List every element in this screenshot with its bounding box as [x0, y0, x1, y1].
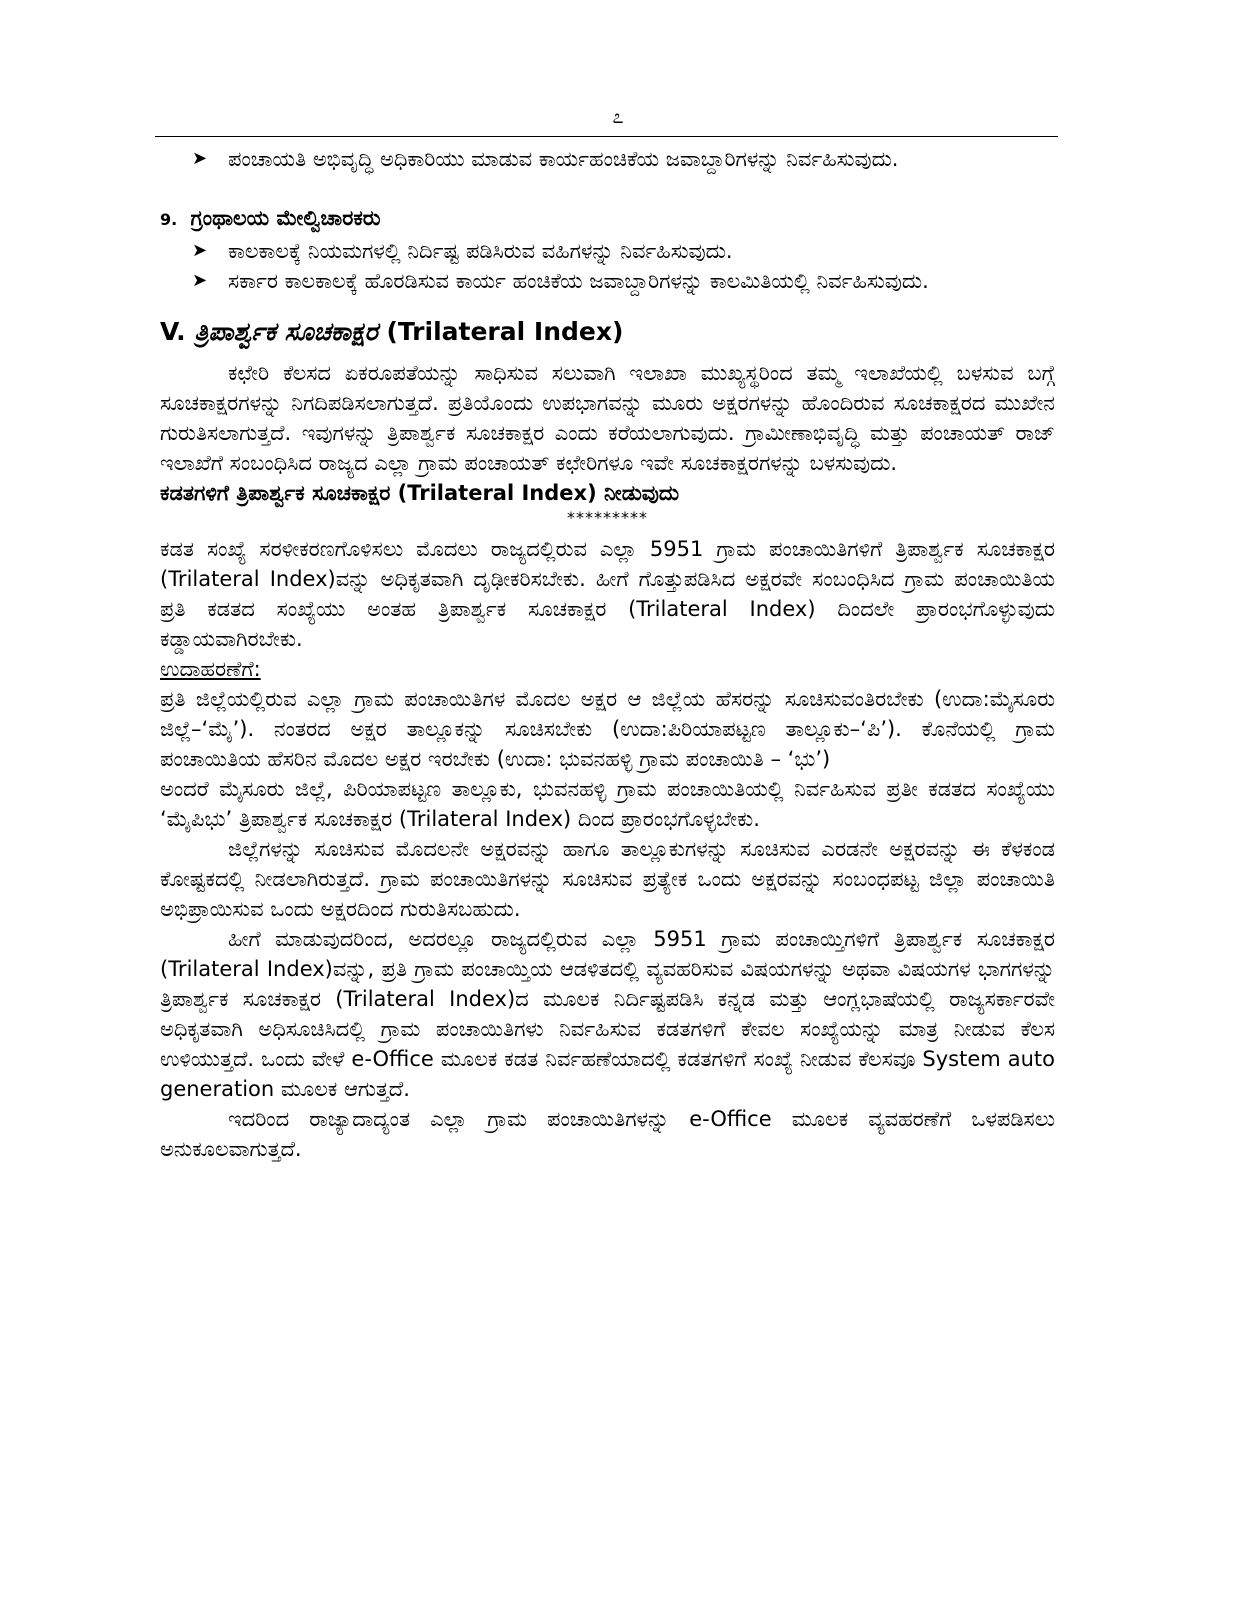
bullet-text: ಪಂಚಾಯತಿ ಅಭಿವೃದ್ಧಿ ಅಧಿಕಾರಿಯು ಮಾಡುವ ಕಾರ್ಯಹಂಚಿಕೆಯ ಜವಾಬ್ದಾರಿಗಳನ್ನು ನಿರ್ವಹಿಸುವುದು. [228, 147, 899, 171]
arrow-bullet-icon: ➤ [192, 240, 208, 261]
paragraph-3: ಅಂದರೆ ಮೈಸೂರು ಜಿಲ್ಲೆ, ಪಿರಿಯಾಪಟ್ಟಣ ತಾಲ್ಲೂಕು, ಭುವನಹಳ್ಳಿ ಗ್ರಾಮ ಪಂಚಾಯಿತಿಯಲ್ಲಿ ನಿರ್ವಹಿಸುವ ಪ್ರತೀ ಕಡತದ ಸಂಖ್ಯೆಯು ‘ಮೈಪಿಭು’ ತ್ರಿಪಾರ್ಶ್ವಕ ಸೂಚಕಾಕ್ಷರ (Trilateral Index) ದಿಂದ ಪ್ರಾರಂಭಗೊಳ್ಳಬೇಕು. [160, 777, 1055, 831]
section-numeral: V. [160, 317, 186, 346]
section-number: 9. [160, 210, 178, 229]
example-label: ಉದಾಹರಣೆಗೆ: [160, 657, 261, 681]
section-9-heading [160, 202, 1055, 236]
page-content [160, 144, 1055, 1164]
paragraph-1: ಕಡತ ಸಂಖ್ಯೆ ಸರಳೀಕರಣಗೊಳಿಸಲು ಮೊದಲು ರಾಜ್ಯದಲ್ಲಿರುವ ಎಲ್ಲಾ 5951 ಗ್ರಾಮ ಪಂಚಾಯಿತಿಗಳಿಗೆ ತ್ರಿಪಾರ್ಶ್ವಕ ಸೂಚಕಾಕ್ಷರ (Trilateral Index)ವನ್ನು ಅಧಿಕೃತವಾಗಿ ದೃಢೀಕರಿಸಬೇಕು. ಹೀಗೆ ಗೊತ್ತುಪಡಿಸಿದ ಅಕ್ಷರವೇ ಸಂಬಂಧಿಸಿದ ಗ್ರಾಮ ಪಂಚಾಯಿತಿಯ ಪ್ರತಿ ಕಡತದ ಸಂಖ್ಯೆಯು ಅಂತಹ ತ್ರಿಪಾರ್ಶ್ವಕ ಸೂಚಕಾಕ್ಷರ (Trilateral Index) ದಿಂದಲೇ ಪ್ರಾರಂಭಗೊಳ್ಳುವುದು ಕಡ್ಡಾಯವಾಗಿರಬೇಕು. [160, 537, 1055, 651]
bullet-item [160, 266, 1055, 296]
section-title: ಗ್ರಂಥಾಲಯ ಮೇಲ್ವಿಚಾರಕರು [190, 206, 381, 230]
arrow-bullet-icon: ➤ [192, 270, 208, 291]
section-title-kannada: ತ್ರಿಪಾರ್ಶ್ವಕ ಸೂಚಕಾಕ್ಷರ [194, 317, 378, 346]
bullet-text: ಸರ್ಕಾರ ಕಾಲಕಾಲಕ್ಕೆ ಹೊರಡಿಸುವ ಕಾರ್ಯ ಹಂಚಿಕೆಯ ಜವಾಬ್ದಾರಿಗಳನ್ನು ಕಾಲಮಿತಿಯಲ್ಲಿ ನಿರ್ವಹಿಸುವುದು. [228, 269, 929, 293]
bullet-item [160, 236, 1055, 266]
section-v-heading [160, 312, 1055, 352]
paragraph-4: ಜಿಲ್ಲೆಗಳನ್ನು ಸೂಚಿಸುವ ಮೊದಲನೇ ಅಕ್ಷರವನ್ನು ಹಾಗೂ ತಾಲ್ಲೂಕುಗಳನ್ನು ಸೂಚಿಸುವ ಎರಡನೇ ಅಕ್ಷರವನ್ನು ಈ ಕೆಳಕಂಡ ಕೋಷ್ಟಕದಲ್ಲಿ ನೀಡಲಾಗಿರುತ್ತದೆ. ಗ್ರಾಮ ಪಂಚಾಯಿತಿಗಳನ್ನು ಸೂಚಿಸುವ ಪ್ರತ್ಯೇಕ ಒಂದು ಅಕ್ಷರವನ್ನು ಸಂಬಂಧಪಟ್ಟ ಜಿಲ್ಲಾ ಪಂಚಾಯಿತಿ ಅಭಿಪ್ರಾಯಿಸುವ ಒಂದು ಅಕ್ಷರದಿಂದ ಗುರುತಿಸಬಹುದು. [160, 837, 1055, 921]
intro-paragraph: ಕಛೇರಿ ಕೆಲಸದ ಏಕರೂಪತೆಯನ್ನು ಸಾಧಿಸುವ ಸಲುವಾಗಿ ಇಲಾಖಾ ಮುಖ್ಯಸ್ಥರಿಂದ ತಮ್ಮ ಇಲಾಖೆಯಲ್ಲಿ ಬಳಸುವ ಬಗ್ಗೆ ಸೂಚಕಾಕ್ಷರಗಳನ್ನು ನಿಗದಿಪಡಿಸಲಾಗುತ್ತದೆ. ಪ್ರತಿಯೊಂದು ಉಪಭಾಗವನ್ನು ಮೂರು ಅಕ್ಷರಗಳನ್ನು ಹೊಂದಿರುವ ಸೂಚಕಾಕ್ಷರದ ಮುಖೇನ ಗುರುತಿಸಲಾಗುತ್ತದೆ. ಇವುಗಳನ್ನು ತ್ರಿಪಾರ್ಶ್ವಕ ಸೂಚಕಾಕ್ಷರ ಎಂದು ಕರೆಯಲಾಗುವುದು. ಗ್ರಾಮೀಣಾಭಿವೃದ್ಧಿ ಮತ್ತು ಪಂಚಾಯತ್ ರಾಜ್ ಇಲಾಖೆಗೆ ಸಂಬಂಧಿಸಿದ ರಾಜ್ಯದ ಎಲ್ಲಾ ಗ್ರಾಮ ಪಂಚಾಯತ್ ಕಛೇರಿಗಳೂ ಇವೇ ಸೂಚಕಾಕ್ಷರಗಳನ್ನು ಬಳಸುವುದು. [160, 361, 1055, 475]
arrow-bullet-icon: ➤ [192, 148, 208, 169]
bullet-item [160, 144, 1055, 174]
paragraph-2: ಪ್ರತಿ ಜಿಲ್ಲೆಯಲ್ಲಿರುವ ಎಲ್ಲಾ ಗ್ರಾಮ ಪಂಚಾಯಿತಿಗಳ ಮೊದಲ ಅಕ್ಷರ ಆ ಜಿಲ್ಲೆಯ ಹೆಸರನ್ನು ಸೂಚಿಸುವಂತಿರಬೇಕು (ಉದಾ:ಮೈಸೂರು ಜಿಲ್ಲೆ–‘ಮೈ’). ನಂತರದ ಅಕ್ಷರ ತಾಲ್ಲೂಕನ್ನು ಸೂಚಿಸಬೇಕು (ಉದಾ:ಪಿರಿಯಾಪಟ್ಟಣ ತಾಲ್ಲೂಕು–‘ಪಿ’). ಕೊನೆಯಲ್ಲಿ ಗ್ರಾಮ ಪಂಚಾಯಿತಿಯ ಹೆಸರಿನ ಮೊದಲ ಅಕ್ಷರ ಇರಬೇಕು (ಉದಾ: ಭುವನಹಳ್ಳಿ ಗ್ರಾಮ ಪಂಚಾಯಿತಿ – ‘ಭು’) [160, 687, 1055, 771]
subheading: ಕಡತಗಳಿಗೆ ತ್ರಿಪಾರ್ಶ್ವಕ ಸೂಚಕಾಕ್ಷರ (Trilateral Index) ನೀಡುವುದು [160, 481, 680, 505]
header-rule [155, 136, 1058, 137]
star-separator: ********* [567, 508, 648, 527]
paragraph-6: ಇದರಿಂದ ರಾಜ್ಯಾದಾದ್ಯಂತ ಎಲ್ಲಾ ಗ್ರಾಮ ಪಂಚಾಯಿತಿಗಳನ್ನು e-Office ಮೂಲಕ ವ್ಯವಹರಣೆಗೆ ಒಳಪಡಿಸಲು ಅನುಕೂಲವಾಗುತ್ತದೆ. [160, 1107, 1055, 1161]
page-number: ೭ [612, 104, 624, 128]
paragraph-5: ಹೀಗೆ ಮಾಡುವುದರಿಂದ, ಅದರಲ್ಲೂ ರಾಜ್ಯದಲ್ಲಿರುವ ಎಲ್ಲಾ 5951 ಗ್ರಾಮ ಪಂಚಾಯ್ತಿಗಳಿಗೆ ತ್ರಿಪಾರ್ಶ್ವಕ ಸೂಚಕಾಕ್ಷರ (Trilateral Index)ವನ್ನು, ಪ್ರತಿ ಗ್ರಾಮ ಪಂಚಾಯ್ತಿಯ ಆಡಳಿತದಲ್ಲಿ ವ್ಯವಹರಿಸುವ ವಿಷಯಗಳನ್ನು ಅಥವಾ ವಿಷಯಗಳ ಭಾಗಗಳನ್ನು ತ್ರಿಪಾರ್ಶ್ವಕ ಸೂಚಕಾಕ್ಷರ (Trilateral Index)ದ ಮೂಲಕ ನಿರ್ದಿಷ್ಟಪಡಿಸಿ ಕನ್ನಡ ಮತ್ತು ಆಂಗ್ಲಭಾಷೆಯಲ್ಲಿ ರಾಜ್ಯಸರ್ಕಾರವೇ ಅಧಿಕೃತವಾಗಿ ಅಧಿಸೂಚಿಸಿದಲ್ಲಿ ಗ್ರಾಮ ಪಂಚಾಯಿತಿಗಳು ನಿರ್ವಹಿಸುವ ಕಡತಗಳಿಗೆ ಕೇವಲ ಸಂಖ್ಯೆಯನ್ನು ಮಾತ್ರ ನೀಡುವ ಕೆಲಸ ಉಳಿಯುತ್ತದೆ. ಒಂದು ವೇಳೆ e-Office ಮೂಲಕ ಕಡತ ನಿರ್ವಹಣೆಯಾದಲ್ಲಿ ಕಡತಗಳಿಗೆ ಸಂಖ್ಯೆ ನೀಡುವ ಕೆಲಸವೂ System auto generation ಮೂಲಕ ಆಗುತ್ತದೆ. [160, 927, 1055, 1101]
bullet-text: ಕಾಲಕಾಲಕ್ಕೆ ನಿಯಮಗಳಲ್ಲಿ ನಿರ್ದಿಷ್ಟ ಪಡಿಸಿರುವ ವಹಿಗಳನ್ನು ನಿರ್ವಹಿಸುವುದು. [228, 239, 733, 263]
section-title-english: (Trilateral Index) [386, 317, 624, 346]
